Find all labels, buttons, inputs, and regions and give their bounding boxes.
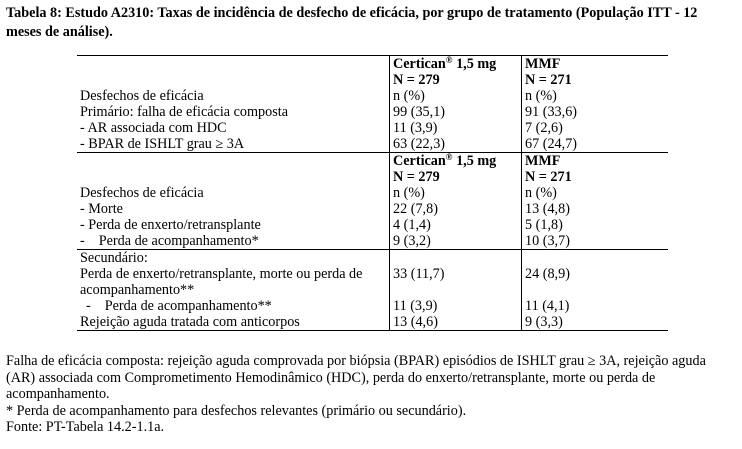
table-row: Rejeição aguda tratada com anticorpos 13 (4,6) 9 (3,3) xyxy=(77,314,668,331)
table-header-row xyxy=(77,56,668,73)
table-row: - Perda de acompanhamento** 11 (3,9) 11 (4,1) xyxy=(77,298,668,314)
header-certican-dose: 1,5 mg xyxy=(452,56,497,72)
table-caption: Tabela 8: Estudo A2310: Taxas de incidência de desfecho de eficácia, por grupo de tratamento (População ITT - 12 meses de análise). xyxy=(6,5,698,40)
footnote-lost: * Perda de acompanhamento para desfechos relevantes (primário ou secundário). xyxy=(6,402,467,419)
header-certican-repeat: Certican® 1,5 mg xyxy=(390,153,522,170)
header-mmf-repeat: MMF xyxy=(522,153,669,170)
table-row: - AR associada com HDC 11 (3,9) 7 (2,6) xyxy=(77,120,668,136)
registered-mark: ® xyxy=(445,55,453,65)
table-header-n-row: N = 279 N = 271 xyxy=(77,169,668,185)
efficacy-table xyxy=(77,55,668,331)
header-certican xyxy=(390,56,522,73)
table-footer xyxy=(6,353,736,436)
header-certican-name: Certican xyxy=(393,56,446,72)
table-row xyxy=(77,250,668,267)
table-row: Desfechos de eficácia n (%) n (%) xyxy=(77,88,668,104)
header-empty-cell xyxy=(77,56,390,73)
table-row: Primário: falha de eficácia composta 99 (35,1) 91 (33,6) xyxy=(77,104,668,120)
table-row: Desfechos de eficácia n (%) n (%) xyxy=(77,185,668,201)
table-row: Perda de enxerto/retransplante, morte ou perda de acompanhamento** 33 (11,7) 24 (8,9) xyxy=(77,266,668,298)
source-note: Fonte: PT-Tabela 14.2-1.1a. xyxy=(6,419,165,435)
footnote-composite: Falha de eficácia composta: rejeição aguda comprovada por biópsia (BPAR) episódios de ISHLT grau ≥ 3A, rejeição aguda (AR) associada com Comprometimento Hemodinâmico (HDC), perda do enxerto/retransplante, morte ou perda de acompanhamento. xyxy=(6,353,706,402)
secondary-label: Secundário: xyxy=(80,250,148,266)
table-row: - Perda de acompanhamento* 9 (3,2) 10 (3,7) xyxy=(77,233,668,250)
header-certican-n: N = 279 xyxy=(390,72,522,88)
header-mmf-n: N = 271 xyxy=(522,72,669,88)
table-header-n-row xyxy=(77,72,668,88)
header-mmf: MMF xyxy=(522,56,669,73)
table-row: - Morte 22 (7,8) 13 (4,8) xyxy=(77,201,668,217)
table-row: - Perda de enxerto/retransplante 4 (1,4) 5 (1,8) xyxy=(77,217,668,233)
table-header-row xyxy=(77,153,668,170)
table-row: - BPAR de ISHLT grau ≥ 3A 63 (22,3) 67 (24,7) xyxy=(77,136,668,153)
